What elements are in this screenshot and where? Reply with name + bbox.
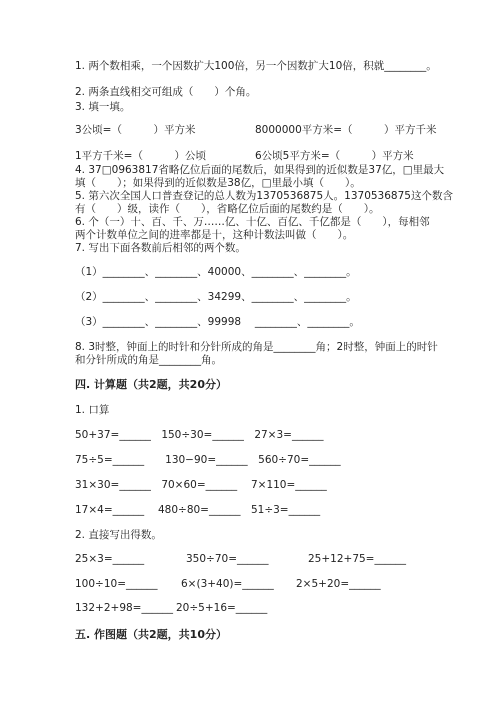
- calc2-cell: 2×5+20=______: [296, 578, 381, 590]
- q8-line1: 8. 3时整，钟面上的时针和分针所成的角是________角；2时整，钟面上的时针: [75, 341, 438, 353]
- q3-title: 3. 填一填。: [75, 101, 131, 113]
- q3-row2-right: 6公顷5平方米=（ ）平方米: [255, 150, 414, 162]
- q4-line2: 填（ ）；如果得到的近似数是38亿，□里最小填（ ）。: [75, 177, 361, 189]
- q7-title: 7. 写出下面各数前后相邻的两个数。: [75, 242, 246, 254]
- q6-line1: 6. 个（一）十、百、千、万……亿、十亿、百亿、千亿都是（ ），每相邻: [75, 216, 430, 228]
- q7-row: （2）________、________、34299、________、________。: [75, 291, 357, 303]
- q3-row1-right: 8000000平方米=（ ）平方千米: [255, 124, 437, 136]
- calc2-cell: 20÷5+16=______: [176, 602, 268, 614]
- q7-row: （1）________、________、40000、________、________。: [75, 266, 357, 278]
- q8-line2: 和分针所成的角是________角。: [75, 354, 222, 366]
- calc2-cell: 25×3=______: [75, 553, 145, 565]
- calc1-row: 50+37=______ 150÷30=______ 27×3=______: [75, 429, 324, 441]
- calc2-cell: 100÷10=______: [75, 578, 158, 590]
- q1: 1. 两个数相乘，一个因数扩大100倍，另一个因数扩大10倍，积就________。: [75, 60, 437, 72]
- q4-line1: 4. 37□0963817省略亿位后面的尾数后，如果得到的近似数是37亿，□里最大: [75, 164, 445, 176]
- calc2-cell: 6×(3+40)=______: [181, 578, 274, 590]
- section-4-title: 四. 计算题（共2题，共20分）: [75, 378, 227, 391]
- calc2-title: 2. 直接写出得数。: [75, 529, 162, 541]
- calc1-title: 1. 口算: [75, 404, 110, 416]
- q2: 2. 两条直线相交可组成（ ）个角。: [75, 86, 257, 98]
- q3-row2-left: 1平方千米=（ ）公顷: [75, 150, 206, 162]
- section-5-title: 五. 作图题（共2题，共10分）: [75, 628, 227, 641]
- q3-row1-left: 3公顷=（ ）平方米: [75, 124, 196, 136]
- calc1-row: 17×4=______ 480÷80=______ 51÷3=______: [75, 504, 321, 516]
- calc2-cell: 132+2+98=______: [75, 602, 173, 614]
- calc1-row: 75÷5=______ 130−90=______ 560÷70=______: [75, 454, 341, 466]
- q7-row: （3）________、________、99998 ________、________。: [75, 316, 360, 328]
- calc2-cell: 350÷70=______: [186, 553, 269, 565]
- q5-line1: 5. 第六次全国人口普查登记的总人数为1370536875人。1370536875这个数含: [75, 190, 453, 202]
- q5-line2: 有（ ）级，读作（ ），省略亿位后面的尾数约是（ ）。: [75, 203, 380, 215]
- q6-line2: 两个计数单位之间的进率都是十，这种计数法叫做（ ）。: [75, 229, 354, 241]
- calc2-cell: 25+12+75=______: [308, 553, 406, 565]
- calc1-row: 31×30=______ 70×60=______ 7×110=______: [75, 479, 327, 491]
